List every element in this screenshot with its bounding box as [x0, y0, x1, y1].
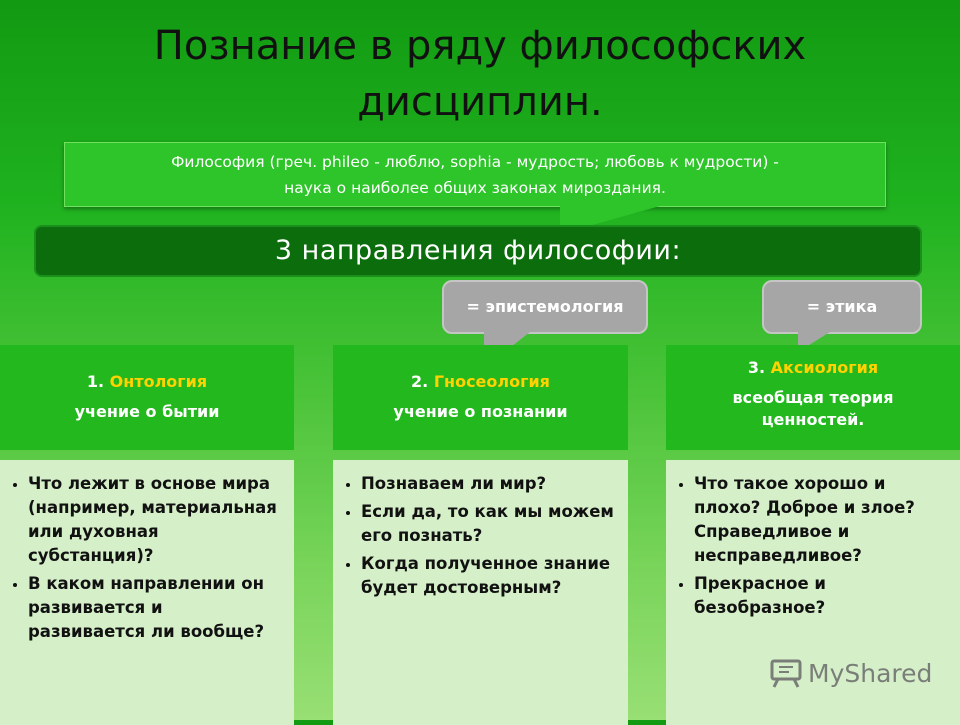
- directions-banner: 3 направления философии:: [34, 225, 922, 277]
- column-title: [0, 371, 294, 393]
- column-header: [666, 345, 960, 450]
- column-title: [333, 371, 628, 393]
- list-item: • Прекрасное и безобразное?: [694, 572, 950, 620]
- definition-callout: [64, 142, 886, 207]
- question-list: [666, 472, 960, 620]
- list-item: • Когда полученное знание будет достоверным?: [361, 552, 618, 600]
- slide-title: [0, 18, 960, 130]
- myshared-watermark: [770, 656, 932, 690]
- column-body: [333, 460, 628, 725]
- title-line-2: дисциплин.: [357, 79, 603, 125]
- watermark-text: MyShared: [808, 658, 933, 688]
- list-item: • В каком направлении он развивается и развивается ли вообще?: [28, 572, 284, 644]
- callout-line-1: Философия (греч. phileo - люблю, sophia - мудрость; любовь к мудрости) -: [171, 153, 779, 171]
- badge-ethics: = этика: [762, 280, 922, 334]
- list-item: • Познаваем ли мир?: [361, 472, 618, 496]
- column-name: Онтология: [109, 372, 208, 391]
- title-line-1: Познание в ряду философских: [153, 23, 807, 69]
- question-list: [333, 472, 628, 600]
- question-list: [0, 472, 294, 644]
- column-name: Аксиология: [770, 358, 879, 377]
- column-number: 1.: [86, 372, 105, 391]
- callout-line-2: наука о наиболее общих законах мироздания.: [284, 179, 666, 197]
- list-item: • Что лежит в основе мира (например, материальная или духовная субстанция)?: [28, 472, 284, 568]
- column-number: 3.: [747, 358, 766, 377]
- column-header: [0, 345, 294, 450]
- column-subtitle: всеобщая теория ценностей.: [732, 388, 894, 429]
- column-number: 2.: [411, 372, 429, 391]
- column-body: [0, 460, 294, 725]
- column-name: Гносеология: [433, 372, 550, 391]
- column-title: [666, 357, 960, 379]
- badge-epistemology: = эпистемология: [442, 280, 648, 334]
- column-subtitle: учение о познании: [393, 402, 568, 421]
- projector-icon: [770, 658, 804, 688]
- column-subtitle: учение о бытии: [74, 402, 220, 421]
- list-item: • Если да, то как мы можем его познать?: [361, 500, 618, 548]
- column-header: [333, 345, 628, 450]
- list-item: • Что такое хорошо и плохо? Доброе и злое? Справедливое и несправедливое?: [694, 472, 950, 568]
